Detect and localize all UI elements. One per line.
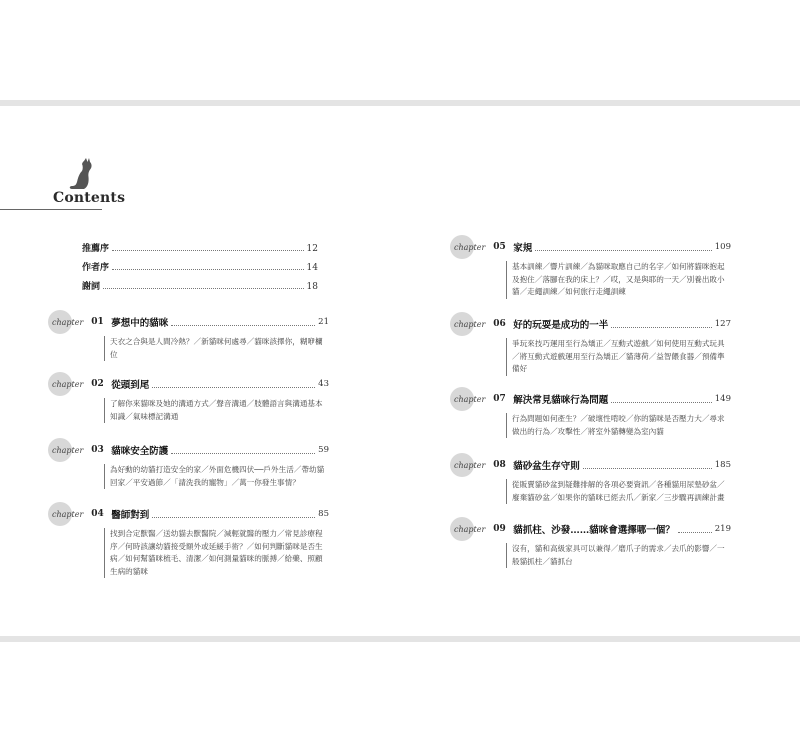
chapter-page: 109 (714, 242, 731, 252)
chapter-number: 01 (91, 317, 104, 327)
front-item-acknowledgements[interactable] (82, 278, 318, 292)
front-item-title: 推薦序 (82, 244, 110, 254)
front-item-foreword[interactable] (82, 240, 318, 254)
chapter-description: 天衣之合與是人間冷熱？／新貓咪何處尋／貓咪該擇你，糊咿欄位 (104, 336, 325, 361)
chapter-title: 貓砂盆生存守則 (513, 461, 580, 472)
leader-dots (152, 387, 315, 388)
leader-dots (171, 453, 315, 454)
chapter-title: 解決常見貓咪行為問題 (513, 395, 609, 406)
chapter-number: 02 (91, 379, 104, 389)
chapter-word: chapter (52, 509, 84, 519)
chapter-number: 06 (493, 319, 506, 329)
chapter-number: 07 (493, 394, 506, 404)
chapter-description: 找到合定獸醫／送幼貓去獸醫院／減輕就醫的壓力／常見診療程序／何時該讓幼貓接受額外或延緩手術？／如何判斷貓咪是否生病／如何幫貓咪梳毛、清潔／如何測量貓咪的脈搏／給藥、照顧生病的貓咪 (104, 528, 325, 578)
bottom-gray-band (0, 636, 800, 642)
leader-dots (535, 250, 711, 251)
leader-dots (152, 517, 315, 518)
chapter-title: 醫師對到 (111, 510, 150, 521)
chapter-page: 43 (318, 379, 329, 389)
leader-dots (611, 327, 711, 328)
leader-dots (611, 402, 711, 403)
chapter-number: 04 (91, 509, 104, 519)
chapter-number: 05 (493, 242, 506, 252)
front-item-title: 謝詞 (82, 282, 101, 292)
chapter-number: 03 (91, 445, 104, 455)
chapter-word: chapter (454, 524, 486, 534)
contents-heading: Contents (53, 190, 126, 206)
leader-dots (583, 468, 712, 469)
chapter-entry-08[interactable] (456, 455, 731, 504)
front-item-title: 作者序 (82, 263, 110, 273)
chapter-title: 家規 (513, 243, 533, 254)
front-item-preface[interactable] (82, 259, 318, 273)
chapter-entry-02[interactable] (54, 374, 329, 423)
chapter-title: 好的玩耍是成功的一半 (513, 320, 609, 331)
chapter-entry-05[interactable] (456, 237, 731, 299)
chapter-word: chapter (52, 445, 84, 455)
chapter-description: 了解你來貓咪及她的溝通方式／聲音溝通／肢體語言與溝通基本知識／氣味標記溝通 (104, 398, 325, 423)
chapter-word: chapter (454, 319, 486, 329)
leader-dots (171, 325, 315, 326)
front-item-page: 18 (306, 282, 318, 292)
chapter-description: 為好動的幼貓打造安全的家／外面危機四伏──戶外生活／帶幼貓回家／平安過節／「請洗我的寵物」／萬一你發生事情？ (104, 464, 325, 489)
chapter-entry-01[interactable] (54, 312, 329, 361)
top-gray-band (0, 100, 800, 106)
chapter-page: 59 (318, 445, 329, 455)
chapter-title: 夢想中的貓咪 (111, 318, 169, 329)
chapter-word: chapter (52, 379, 84, 389)
chapter-word: chapter (52, 317, 84, 327)
chapter-title: 貓咪安全防護 (111, 446, 169, 457)
chapter-entry-03[interactable] (54, 440, 329, 489)
chapter-word: chapter (454, 242, 486, 252)
chapter-word: chapter (454, 394, 486, 404)
chapter-word: chapter (454, 460, 486, 470)
leader-dots (112, 269, 304, 270)
chapter-description: 行為問題如何產生？／破壞性啃咬／你的貓咪是否壓力大／尋求做出的行為／攻擊性／將室外貓轉變為室內貓 (506, 413, 727, 438)
chapter-number: 08 (493, 460, 506, 470)
chapter-page: 21 (318, 317, 329, 327)
chapter-description: 基本訓練／響片訓練／為貓咪取應自己的名字／如何將貓咪抱起及抱住／落腳在我的床上？／哎，又是與耶的一天／別養出敗小貓／走繩訓練／如何旅行走繩訓練 (506, 261, 727, 299)
chapter-page: 85 (318, 509, 329, 519)
leader-dots (678, 532, 712, 533)
chapter-page: 185 (714, 460, 731, 470)
chapter-entry-06[interactable] (456, 314, 731, 376)
chapter-title: 貓抓柱、沙發……貓咪會選擇哪一個？ (513, 525, 675, 536)
chapter-entry-07[interactable] (456, 389, 731, 438)
leader-dots (112, 250, 304, 251)
chapter-page: 219 (714, 524, 731, 534)
chapter-description: 爭玩來技巧運用至行為矯正／互動式遊戲／如何使用互動式玩具／將互動式遊戲運用至行為矯正／貓薄荷／益智餵食器／預備準備好 (506, 338, 727, 376)
cat-silhouette-icon (64, 158, 96, 192)
chapter-description: 從販賣貓砂盆到疑難排解的各項必要資訊／各種貓用尿墊砂盆／廢棄貓砂盆／如果你的貓咪已經去爪／新家／三步驟再訓練計畫 (506, 479, 727, 504)
chapter-title: 從頭到尾 (111, 380, 150, 391)
chapter-entry-09[interactable] (456, 519, 731, 568)
front-item-page: 14 (306, 263, 318, 273)
chapter-page: 149 (714, 394, 731, 404)
chapter-number: 09 (493, 524, 506, 534)
chapter-page: 127 (714, 319, 731, 329)
contents-underline (0, 209, 102, 210)
chapter-description: 沒有，貓和高級家具可以兼得／磨爪子的需求／去爪的影響／一般貓抓柱／貓抓台 (506, 543, 727, 568)
front-item-page: 12 (306, 244, 318, 254)
leader-dots (103, 288, 304, 289)
chapter-entry-04[interactable] (54, 504, 329, 578)
